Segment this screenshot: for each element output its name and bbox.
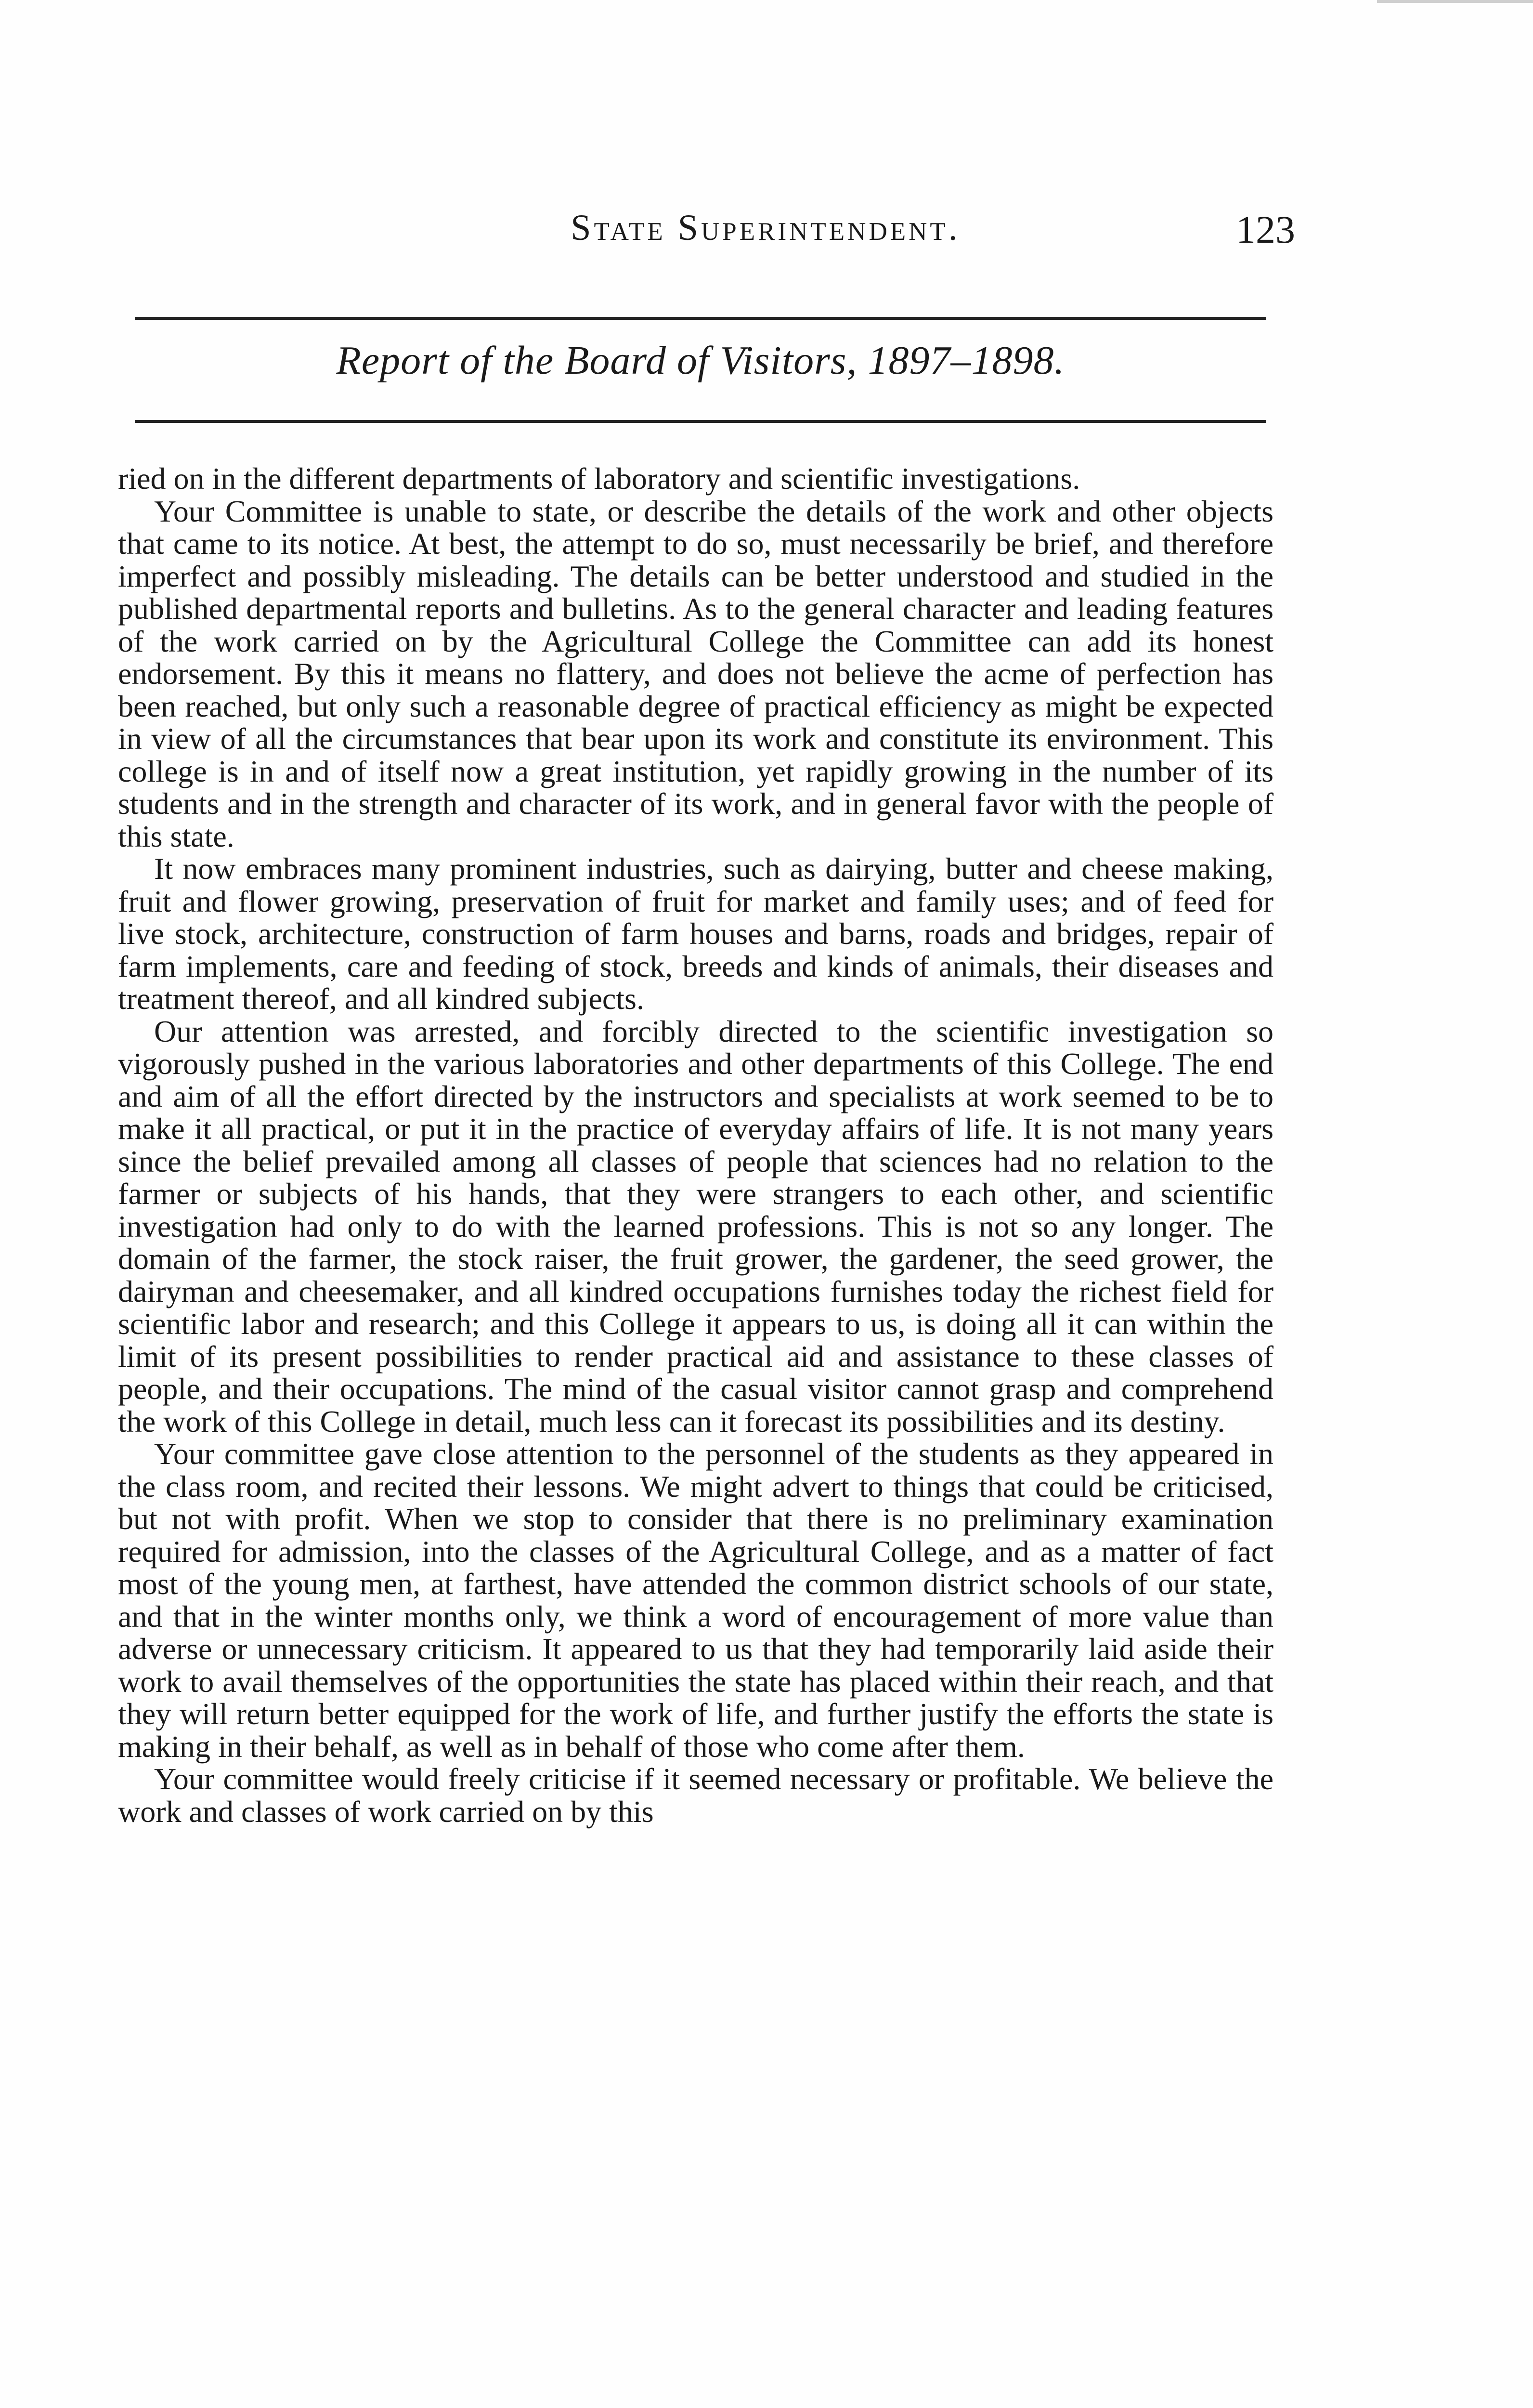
- header-rule-top: [135, 317, 1266, 320]
- section-title: Report of the Board of Visitors, 1897–1898.: [336, 338, 1065, 383]
- running-head: State Superintendent.: [571, 208, 961, 248]
- body-text: [118, 462, 1273, 1828]
- page-number: 123: [1236, 208, 1295, 251]
- paragraph: Your committee gave close attention to the personnel of the students as they appeared in the class room, and recited their lessons. We might advert to things that could be criticised, but not with profit. When we stop to consider that there is no preliminary examination required for admission, into the classes of the Agricultural College, and as a matter of fact most of the young men, at farthest, have attended the common district schools of our state, and that in the winter months only, we think a word of encouragement of more value than adverse or unnecessary criticism. It appeared to us that they had temporarily laid aside their work to avail themselves of the opportunities the state has placed within their reach, and that they will return better equipped for the work of life, and further justify the efforts the state is making in their behalf, as well as in behalf of those who come after them.: [118, 1437, 1273, 1764]
- header-rule-bottom: [135, 420, 1266, 423]
- paragraph: Our attention was arrested, and forcibly directed to the scientific investigation so vigorously pushed in the various laboratories and other departments of this College. The end and aim of all the effort directed by the instructors and specialists at work seemed to be to make it all practical, or put it in the practice of everyday affairs of life. It is not many years since the belief prevailed among all classes of people that sciences had no relation to the farmer or subjects of his hands, that they were strangers to each other, and scientific investigation had only to do with the learned professions. This is not so any longer. The domain of the farmer, the stock raiser, the fruit grower, the gardener, the seed grower, the dairyman and cheesemaker, and all kindred occupations furnishes today the richest field for scientific labor and research; and this College it appears to us, is doing all it can within the limit of its present possibilities to render practical aid and assistance to these classes of people, and their occupations. The mind of the casual visitor cannot grasp and comprehend the work of this College in detail, much less can it forecast its possibilities and its destiny.: [118, 1014, 1273, 1439]
- paragraph: ried on in the different departments of laboratory and scientific investigations.: [118, 461, 1080, 496]
- paragraph: Your committee would freely criticise if it seemed necessary or profitable. We believe the work and classes of work carried on by this: [118, 1762, 1273, 1829]
- paragraph: Your Committee is unable to state, or describe the details of the work and other objects that came to its notice. At best, the attempt to do so, must necessarily be brief, and therefore imperfect and possibly misleading. The details can be better understood and studied in the published departmental reports and bulletins. As to the general character and leading features of the work carried on by the Agricultural College the Committee can add its honest endorsement. By this it means no flattery, and does not believe the acme of perfection has been reached, but only such a reasonable degree of practical efficiency as might be expected in view of all the circumstances that bear upon its work and constitute its environment. This college is in and of itself now a great institution, yet rapidly growing in the number of its students and in the strength and character of its work, and in general favor with the people of this state.: [118, 494, 1273, 853]
- scan-edge-mark: [1377, 0, 1533, 3]
- paragraph: It now embraces many prominent industries, such as dairying, butter and cheese making, fruit and flower growing, preservation of fruit for market and family uses; and of feed for live stock, architecture, construction of farm houses and barns, roads and bridges, repair of farm implements, care and feeding of stock, breeds and kinds of animals, their diseases and treatment thereof, and all kindred subjects.: [118, 851, 1273, 1016]
